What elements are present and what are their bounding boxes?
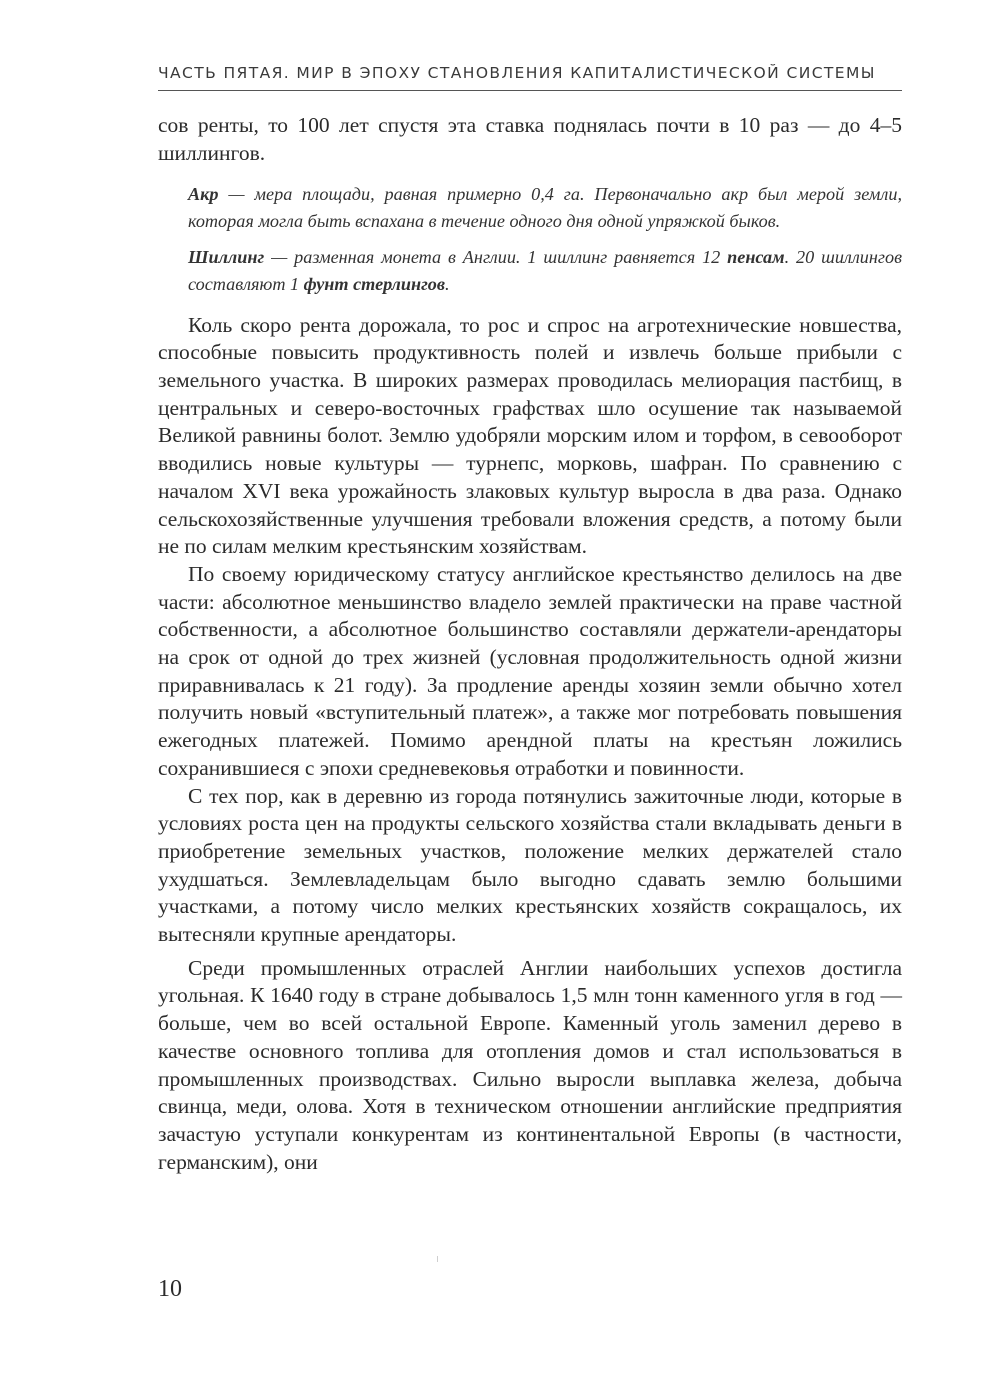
note-term-acre: Акр [188,184,219,205]
note-text-acre: — мера площади, равная примерно 0,4 га. Первоначально акр был мерой земли, которая могла быть вспахана в течение одного дня одной упряжкой быков. [188,184,902,232]
paragraph: Среди промышленных отраслей Англии наибольших успехов достигла угольная. К 1640 году в стране добывалось 1,5 млн тонн каменного угля в год — больше, чем во всей остальной Европе. Каменный уголь заменил дерево в качестве основного топлива для отопления домов и стал использоваться в промышленных производствах. Сильно выросли выплавка железа, добыча свинца, меди, олова. Хотя в техническом отношении английские предприятия зачастую уступали конкурентам из континентальной Европы (в частности, германским), они [158,955,902,1174]
note-shilling [188,244,902,298]
body-text [158,112,902,1176]
intro-paragraph: сов ренты, то 100 лет спустя эта ставка поднялась почти в 10 раз — до 4–5 шиллингов. [158,113,902,165]
paragraph: По своему юридическому статусу английское крестьянство делилось на две части: абсолютное меньшинство владело землей практически на праве частной собственности, а абсолютное большинство составляли держатели-арендаторы на срок от одной до трех жизней (условная продолжительность одной жизни приравнивалась к 21 году). За продление аренды хозяин земли обычно хотел получить новый «вступительный платеж», а также мог потребовать повышения ежегодных платежей. Помимо арендной платы на крестьян ложились сохранившиеся с эпохи средневековья отработки и повинности. [158,561,902,780]
print-mark [437,1256,438,1262]
note-term-shilling: Шиллинг [188,247,265,267]
note-acre [188,181,902,235]
paragraph: Коль скоро рента дорожала, то рос и спрос на агротехнические новшества, способные повысить продуктивность полей и извлечь больше прибыли с земельного участка. В широких размерах проводилась мелиорация пастбищ, в центральных и северо-восточных графствах шло осушение так называемой Великой равнины болот. Землю удобряли морским илом и торфом, в севооборот вводились новые культуры — турнепс, морковь, шафран. По сравнению с началом XVI века урожайность злаковых культур выросла в два раза. Однако сельскохозяйственные улучшения требовали вложения средств, а потому были не по силам мелким крестьянским хозяйствам. [158,312,902,559]
note-bold-pence: пенсам [727,247,785,267]
header-rule [158,90,902,91]
note-text-shilling-2: . 20 шиллингов составляют 1 [188,247,902,294]
note-text-shilling-3: . [445,273,450,294]
page-number: 10 [158,1276,182,1302]
paragraph: С тех пор, как в деревню из города потянулись зажиточные люди, которые в условиях роста цен на продукты сельского хозяйства стали вкладывать деньги в приобретение земельных участков, положение мелких держателей стало ухудшаться. Землевладельцам было выгодно сдавать землю большими участками, а потому число мелких крестьянских хозяйств сокращалось, их вытесняли крупные арендаторы. [158,783,902,947]
running-header: ЧАСТЬ ПЯТАЯ. МИР В ЭПОХУ СТАНОВЛЕНИЯ КАПИТАЛИСТИЧЕСКОЙ СИСТЕМЫ [158,64,876,82]
note-bold-pound: фунт стерлингов [303,273,446,294]
note-text-shilling-1: — разменная монета в Англии. 1 шиллинг равняется 12 [264,247,728,267]
